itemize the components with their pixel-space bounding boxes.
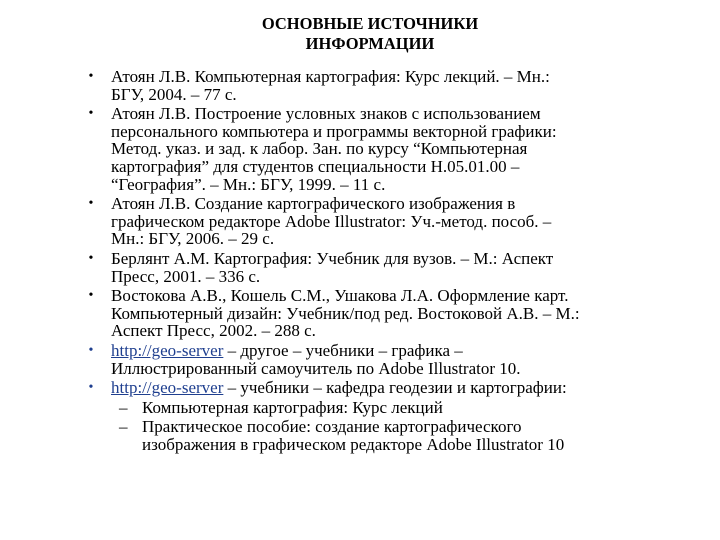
sub-item-line: изображения в графическом редакторе Adobe Illustrator 10 [142,434,565,454]
dash-icon: – [119,417,128,437]
source-item-3 [0,195,720,248]
source-line: Метод. указ. и зад. к лабор. Зан. по курсу “Компьютерная [111,139,528,159]
bullet-icon: • [88,380,94,396]
web-source-text: – учебники – кафедра геодезии и картографии: [223,378,567,398]
web-source-line [111,379,690,397]
sub-item-line: Компьютерная картография: Курс лекций [142,397,443,417]
source-line: Пресс, 2001. – 336 с. [111,266,261,286]
source-line: БГУ, 2004. – 77 с. [111,84,237,104]
geo-server-link[interactable]: http://geo-server [111,340,224,360]
bullet-icon: • [88,106,94,122]
source-line: Атоян Л.В. Построение условных знаков с использованием [111,104,541,124]
web-source-text: – другое – учебники – графика – [223,340,463,360]
source-line: Аспект Пресс, 2002. – 288 с. [111,321,316,341]
bullet-icon: • [88,196,94,212]
source-line: картография” для студентов специальности Н.05.01.00 – [111,156,520,176]
bullet-icon: • [88,342,94,358]
source-line: Берлянт А.М. Картография: Учебник для вузов. – М.: Аспект [111,248,554,268]
source-item-4 [0,250,720,285]
geo-server-link[interactable]: http://geo-server [111,378,224,398]
source-item-5 [0,287,720,340]
source-line: Атоян Л.В. Создание картографического изображения в [111,194,516,214]
source-line: “География”. – Мн.: БГУ, 1999. – 11 с. [111,174,386,194]
web-source-line [111,342,690,360]
source-line: Компьютерный дизайн: Учебник/под ред. Востоковой А.В. – М.: [111,303,580,323]
source-line: персонального компьютера и программы векторной графики: [111,121,557,141]
sub-item-2 [0,418,720,453]
bullet-icon: • [88,69,94,84]
source-item-2 [0,105,720,193]
source-line: графическом редакторе Adobe Illustrator: Уч.-метод. пособ. – [111,211,552,231]
source-line: Востокова А.В., Кошель С.М., Ушакова Л.А. Оформление карт. [111,286,569,306]
title-line-2: ИНФОРМАЦИИ [305,34,435,53]
slide-title [0,14,720,54]
web-source-line: Иллюстрированный самоучитель по Adobe Illustrator 10. [111,358,521,378]
sources-list [0,68,720,455]
web-source-item-2 [0,379,720,397]
sub-item-line: Практическое пособие: создание картографического [142,417,522,437]
title-line-1: ОСНОВНЫЕ ИСТОЧНИКИ [261,14,479,33]
source-line: Мн.: БГУ, 2006. – 29 с. [111,229,275,249]
bullet-icon: • [88,250,94,266]
dash-icon: – [119,397,128,417]
source-line: Атоян Л.В. Компьютерная картография: Курс лекций. – Мн.: [111,67,550,86]
bullet-icon: • [88,288,94,304]
source-item-1 [0,68,720,103]
web-source-item-1 [0,342,720,377]
sub-item-1 [0,399,720,417]
